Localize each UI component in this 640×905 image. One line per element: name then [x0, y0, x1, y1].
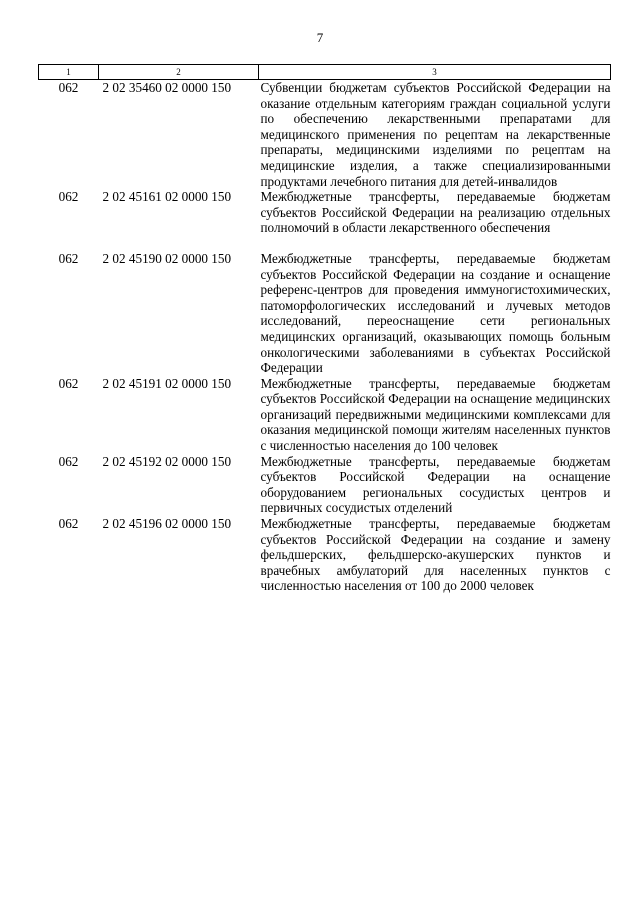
admin-code-cell: 062 — [58, 516, 79, 532]
admin-code-cell: 062 — [58, 375, 79, 391]
table-row — [39, 376, 611, 454]
description-cell: Субвенции бюджетам субъектов Российской Федерации на оказание отдельным категориям граждан социальной услуги по обеспечению лекарственными препаратами для медицинского применения по рецептам на лекарственные препараты, медицинскими изделиями по рецептам на медицинские изделия, а также специализированными продуктами лечебного питания для детей-инвалидов — [260, 80, 611, 189]
column-header-2: 2 — [99, 65, 259, 80]
table-row — [39, 251, 611, 376]
budget-classification-code-cell: 2 02 35460 02 0000 150 — [102, 80, 232, 95]
budget-classification-code-cell: 2 02 45196 02 0000 150 — [102, 516, 232, 532]
table-row — [39, 80, 611, 190]
budget-classification-code-cell: 2 02 45191 02 0000 150 — [102, 375, 232, 391]
description-cell: Межбюджетные трансферты, передаваемые бюджетам субъектов Российской Федерации на создание и замену фельдшерских, фельдшерско-акушерских пунктов и врачебных амбулаторий для населенных пунктов с численностью населения от 100 до 2000 человек — [260, 516, 611, 594]
budget-classification-code-cell: 2 02 45190 02 0000 150 — [102, 250, 232, 266]
page-number: 7 — [316, 30, 324, 45]
admin-code-cell: 062 — [58, 453, 79, 469]
description-cell: Межбюджетные трансферты, передаваемые бюджетам субъектов Российской Федерации на реализацию отдельных полномочий в области лекарственного обеспечения — [260, 189, 611, 236]
table-row — [39, 454, 611, 516]
description-cell: Межбюджетные трансферты, передаваемые бюджетам субъектов Российской Федерации на создание и оснащение референс-центров для проведения иммуногистохимических, патоморфологических исследований и лучевых методов исследований, переоснащение сети региональных медицинских организаций, оказывающих помощь больным онкологическими заболеваниями в субъектах Российской Федерации — [260, 250, 611, 376]
admin-code-cell: 062 — [58, 250, 79, 266]
description-cell: Межбюджетные трансферты, передаваемые бюджетам субъектов Российской Федерации на оснащение оборудованием региональных сосудистых центров и первичных сосудистых отделений — [260, 453, 611, 516]
column-header-3: 3 — [259, 65, 611, 80]
budget-classification-code-cell: 2 02 45192 02 0000 150 — [102, 453, 232, 469]
budget-classification-code-cell: 2 02 45161 02 0000 150 — [102, 189, 232, 205]
table-row — [39, 516, 611, 594]
budget-codes-table — [38, 64, 611, 594]
column-header-1: 1 — [39, 65, 99, 80]
table-row — [39, 189, 611, 251]
admin-code-cell: 062 — [58, 80, 79, 95]
table-body — [39, 80, 611, 595]
admin-code-cell: 062 — [58, 189, 79, 205]
description-cell: Межбюджетные трансферты, передаваемые бюджетам субъектов Российской Федерации на оснащение медицинских организаций передвижными медицинскими комплексами для оказания медицинской помощи жителям населенных пунктов с численностью населения до 100 человек — [260, 375, 611, 454]
table-header — [39, 65, 611, 80]
header-row — [39, 65, 611, 80]
